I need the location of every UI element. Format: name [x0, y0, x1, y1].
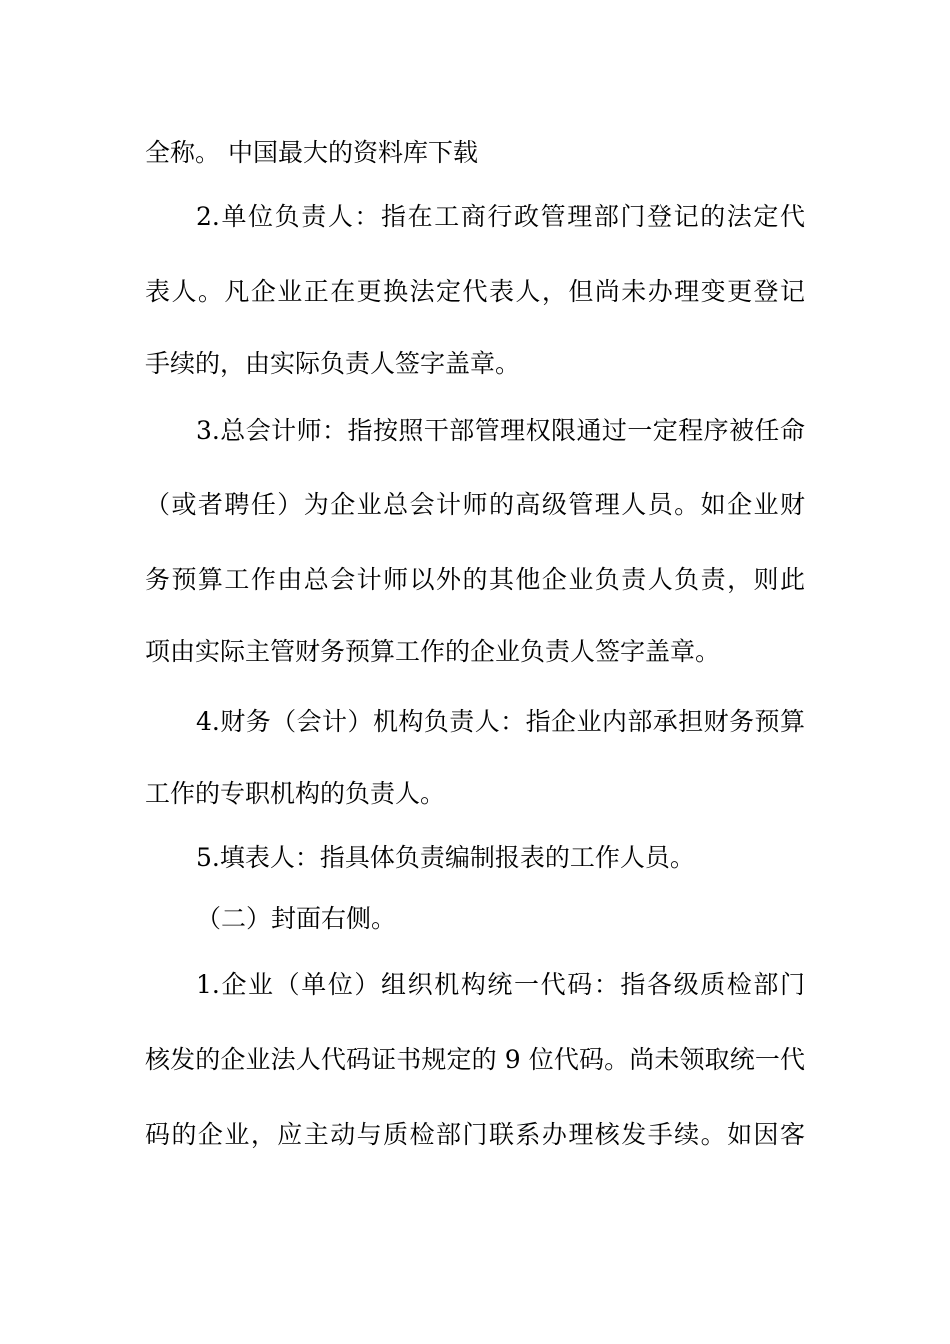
text-line: 码的企业，应主动与质检部门联系办理核发手续。如因客 — [145, 1120, 805, 1149]
text-line: 全称。 中国最大的资料库下载 — [145, 138, 478, 167]
text-line: 手续的，由实际负责人签字盖章。 — [145, 349, 521, 378]
text-line: 表人。凡企业正在更换法定代表人，但尚未办理变更登记 — [145, 277, 805, 306]
text-line: 1.企业（单位）组织机构统一代码：指各级质检部门 — [196, 970, 805, 999]
text-line: 4.财务（会计）机构负责人：指企业内部承担财务预算 — [196, 707, 805, 736]
text-line: 核发的企业法人代码证书规定的 9 位代码。尚未领取统一代 — [145, 1045, 805, 1074]
text-line: 务预算工作由总会计师以外的其他企业负责人负责，则此 — [145, 565, 805, 594]
text-line: 2.单位负责人：指在工商行政管理部门登记的法定代 — [196, 202, 805, 231]
text-line: （或者聘任）为企业总会计师的高级管理人员。如企业财 — [145, 490, 805, 519]
text-line: 3.总会计师：指按照干部管理权限通过一定程序被任命 — [196, 416, 805, 445]
text-line: 项由实际主管财务预算工作的企业负责人签字盖章。 — [145, 637, 721, 666]
text-line: 5.填表人：指具体负责编制报表的工作人员。 — [196, 843, 695, 872]
section-heading: （二）封面右侧。 — [196, 904, 397, 933]
text-line: 工作的专职机构的负责人。 — [145, 779, 446, 808]
